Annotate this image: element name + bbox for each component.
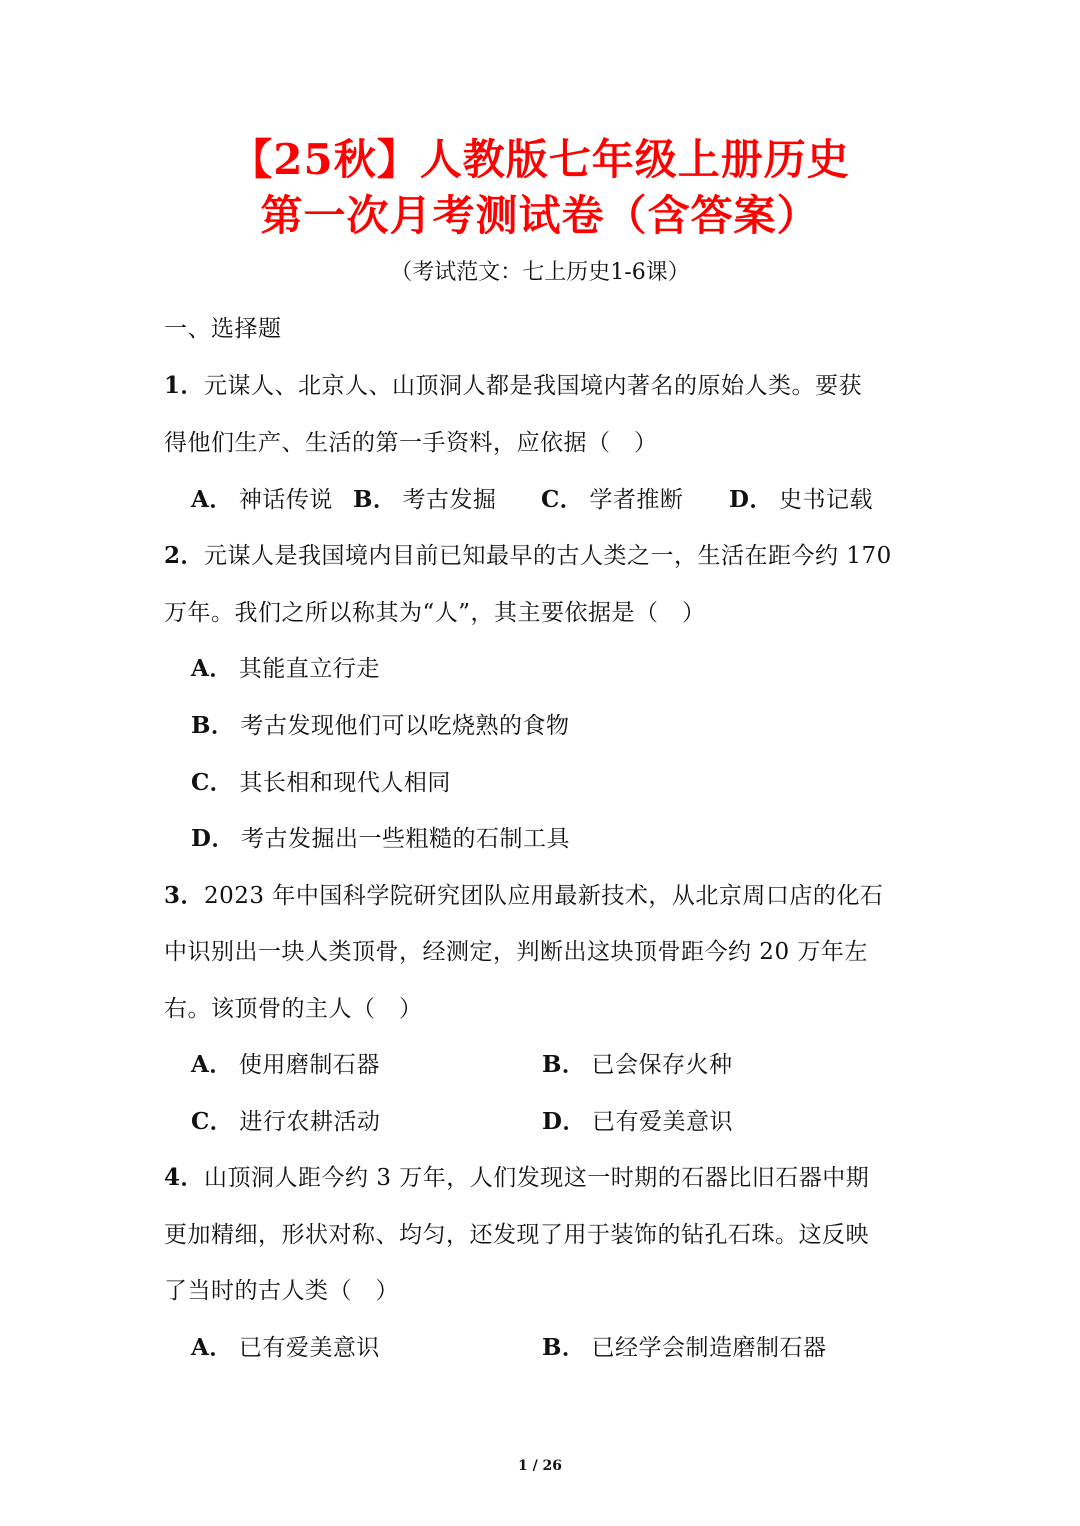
question-4-line-2: 更加精细，形状对称、均匀，还发现了用于装饰的钻孔石珠。这反映 [164, 1222, 869, 1248]
question-1-option-b[interactable]: B． 考古发掘 [353, 486, 497, 513]
question-3-line-2: 中识别出一块人类顶骨，经测定，判断出这块顶骨距今约 20 万年左 [164, 939, 868, 965]
question-3-option-d[interactable]: D． 已有爱美意识 [542, 1108, 733, 1135]
question-3-number: 3． [164, 882, 205, 909]
question-3-option-a[interactable]: A． 使用磨制石器 [191, 1051, 380, 1078]
question-3-option-c[interactable]: C． 进行农耕活动 [191, 1108, 381, 1135]
question-1-line-1 [164, 369, 924, 403]
question-4-option-b[interactable]: B． 已经学会制造磨制石器 [542, 1334, 827, 1361]
question-2-number: 2． [164, 542, 205, 569]
question-3-line-3: 右。该顶骨的主人（ ） [164, 996, 423, 1022]
question-3-line-1 [164, 879, 924, 913]
question-3-option-b[interactable]: B． 已会保存火种 [542, 1051, 733, 1078]
page-number: 1 / 26 [517, 1458, 563, 1474]
question-2-line-1 [164, 539, 924, 573]
question-4-line-1 [164, 1161, 924, 1195]
title-line-2: 第一次月考测试卷（含答案） [260, 191, 820, 240]
section-heading: 一、选择题 [164, 316, 282, 342]
question-1-option-c[interactable]: C． 学者推断 [541, 486, 684, 513]
question-3-text: 2023 年中国科学院研究团队应用最新技术，从北京周口店的化石 [204, 883, 884, 909]
question-1-number: 1． [164, 372, 205, 399]
exam-scope-subtitle: （考试范文：七上历史1-6课） [390, 260, 690, 285]
question-2-text: 元谋人是我国境内目前已知最早的古人类之一，生活在距今约 170 [204, 543, 892, 569]
question-1-text: 元谋人、北京人、山顶洞人都是我国境内著名的原始人类。要获 [204, 373, 863, 399]
question-4-option-a[interactable]: A． 已有爱美意识 [191, 1334, 380, 1361]
question-2-option-c[interactable]: C． 其长相和现代人相同 [191, 769, 451, 796]
question-1-option-a[interactable]: A． 神话传说 [191, 486, 333, 513]
question-2-option-b[interactable]: B． 考古发现他们可以吃烧熟的食物 [191, 712, 570, 739]
question-2-option-a[interactable]: A． 其能直立行走 [191, 655, 380, 682]
question-1-option-d[interactable]: D． 史书记载 [729, 486, 873, 513]
question-1-line-2: 得他们生产、生活的第一手资料，应依据（ ） [164, 430, 658, 456]
question-1-options [191, 483, 951, 517]
question-2-line-2: 万年。我们之所以称其为“人”，其主要依据是（ ） [164, 600, 706, 626]
question-4-text: 山顶洞人距今约 3 万年，人们发现这一时期的石器比旧石器中期 [204, 1165, 870, 1191]
question-4-line-3: 了当时的古人类（ ） [164, 1278, 399, 1304]
question-2-option-d[interactable]: D． 考古发掘出一些粗糙的石制工具 [191, 825, 570, 852]
question-4-number: 4． [164, 1164, 205, 1191]
title-line-1: 【25秋】人教版七年级上册历史 [230, 135, 850, 184]
